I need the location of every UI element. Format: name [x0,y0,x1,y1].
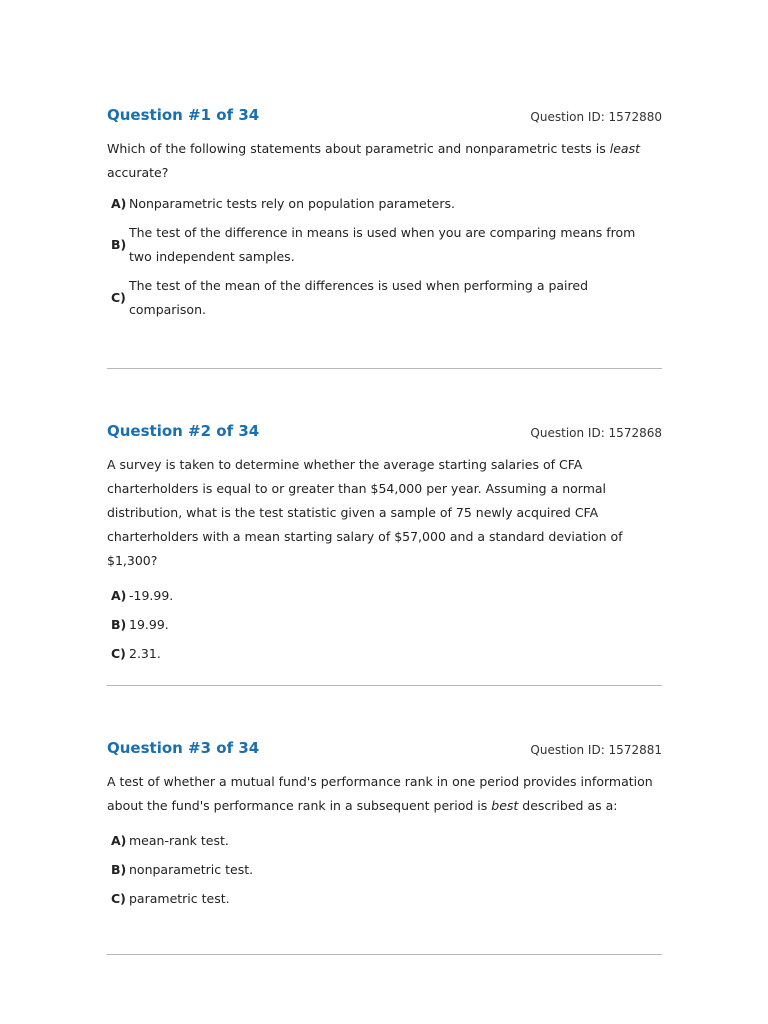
section-divider [107,685,662,686]
answer-option-a [107,829,662,853]
section-divider [107,954,662,955]
question-text-emphasis: best [491,798,519,813]
answer-text: parametric test. [129,891,230,906]
question-header [107,738,662,768]
question-title: Question #3 of 34 [107,739,260,757]
question-text [107,137,662,185]
answer-letter: A) [111,588,127,603]
answer-option-b [107,613,662,637]
section-divider [107,368,662,369]
answer-text: nonparametric test. [129,862,254,877]
answer-letter: B) [111,237,127,252]
answer-option-a [107,584,662,608]
question-1 [107,105,662,322]
question-id: Question ID: 1572881 [530,743,662,757]
question-id: Question ID: 1572880 [530,110,662,124]
answer-letter: B) [111,617,127,632]
question-text-emphasis: least [609,141,641,156]
question-header [107,105,662,135]
question-text [107,770,662,818]
question-3 [107,738,662,911]
answer-letter: B) [111,862,127,877]
question-text-end: described as a: [518,798,618,813]
question-title: Question #2 of 34 [107,422,260,440]
answer-letter: C) [111,290,126,305]
answer-letter: C) [111,891,126,906]
question-text-start: A test of whether a mutual fund's performance rank in one period provides information about the fund's performance rank in a subsequent period is [107,774,653,813]
question-text [107,453,662,573]
question-header [107,421,662,451]
answer-option-b [107,858,662,882]
answer-text: -19.99. [129,588,174,603]
question-text-end: accurate? [107,165,169,180]
answer-letter: A) [111,196,127,211]
answer-option-a [107,192,662,216]
question-text-start: Which of the following statements about parametric and nonparametric tests is [107,141,610,156]
question-text-start: A survey is taken to determine whether the average starting salaries of CFA charterholders is equal to or greater than $54,000 per year. Assuming a normal distribution, what is the test statistic given a sample of 75 newly acquired CFA charterholders with a mean starting salary of $57,000 and a standard deviation of $1,300? [107,457,623,568]
answer-option-c [107,274,662,322]
question-2 [107,421,662,666]
answer-text: 2.31. [129,646,161,661]
answer-list [107,192,662,322]
answer-text: mean-rank test. [129,833,229,848]
answer-list [107,584,662,666]
answer-list [107,829,662,911]
answer-text: The test of the mean of the differences is used when performing a paired comparison. [129,278,589,317]
answer-option-c [107,642,662,666]
question-title: Question #1 of 34 [107,106,260,124]
answer-text: Nonparametric tests rely on population parameters. [129,196,455,211]
answer-option-c [107,887,662,911]
answer-letter: C) [111,646,126,661]
answer-text: The test of the difference in means is used when you are comparing means from two independent samples. [129,225,636,264]
question-id: Question ID: 1572868 [530,426,662,440]
answer-text: 19.99. [129,617,169,632]
answer-letter: A) [111,833,127,848]
answer-option-b [107,221,662,269]
